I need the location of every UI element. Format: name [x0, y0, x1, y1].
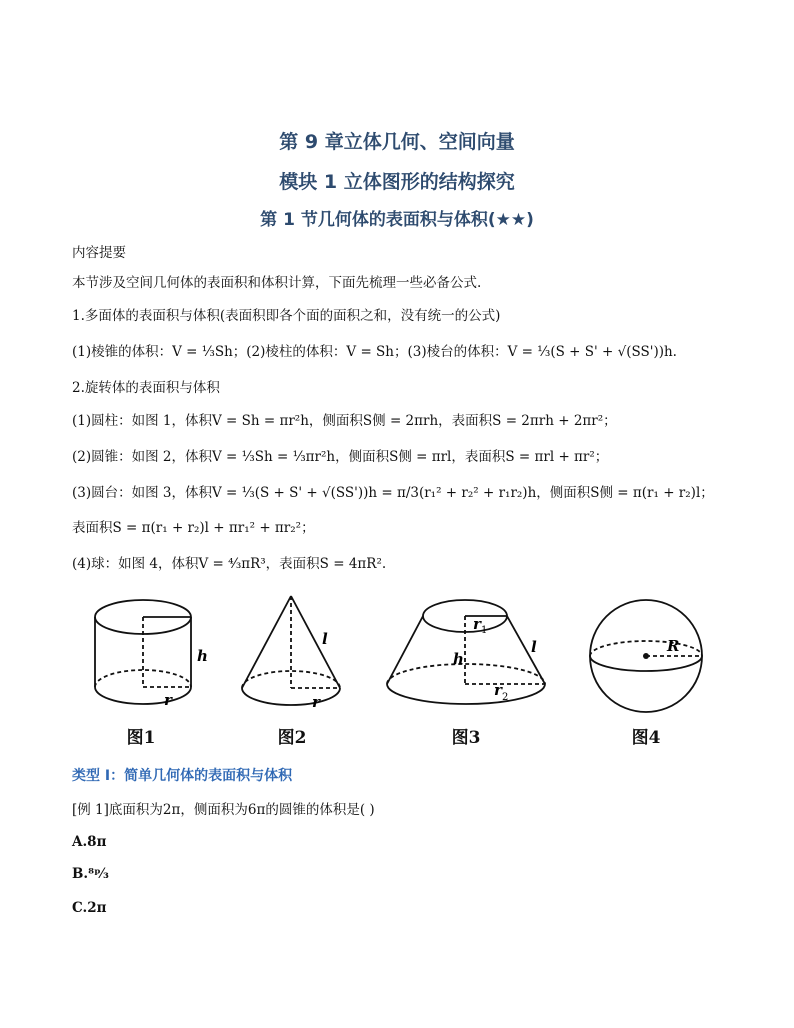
frustum-bottom-radius-label: r [494, 681, 502, 699]
sphere-radius-label: R [667, 637, 680, 655]
frustum-formula: (3)圆台：如图 3，体积V = ⅓(S + S' + √(SS'))h = π/3(r₁² + r₂² + r₁r₂)h，侧面积S侧 = π(r₁ + r₂)l； [72, 485, 714, 501]
figure-4-caption: 图4 [631, 728, 661, 748]
frustum-bottom-radius-subscript: 2 [502, 692, 509, 703]
cylinder-formula: (1)圆柱：如图 1，体积V = Sh = πr²h，侧面积S侧 = 2πrh，表面积S = 2πrh + 2πr²； [72, 413, 617, 429]
frustum-slant-label: l [531, 638, 537, 656]
summary-heading: 内容提要 [72, 245, 126, 261]
cylinder-height-label: h [197, 647, 208, 665]
module-title: 模块 1 立体图形的结构探究 [279, 171, 515, 193]
frustum-height-label: h [453, 650, 464, 668]
option-b: B.⁸ᵖ⁄₃ [72, 866, 109, 882]
frustum-top-radius-label: r [473, 615, 481, 633]
option-c: C.2π [72, 900, 107, 916]
figure-2-caption: 图2 [277, 728, 307, 748]
solid-of-revolution-heading: 2.旋转体的表面积与体积 [72, 380, 220, 396]
example-1-question: [例 1]底面积为2π，侧面积为6π的圆锥的体积是( ) [72, 802, 375, 818]
intro-text: 本节涉及空间几何体的表面积和体积计算，下面先梳理一些必备公式. [72, 275, 482, 291]
cone-radius-label: r [312, 693, 320, 711]
cylinder-figure [88, 595, 218, 715]
frustum-surface-formula: 表面积S = π(r₁ + r₂)l + πr₁² + πr₂²； [72, 520, 315, 536]
cylinder-radius-label: r [164, 691, 172, 709]
figure-1-caption: 图1 [126, 728, 156, 748]
sphere-formula: (4)球：如图 4，体积V = ⁴⁄₃πR³，表面积S = 4πR². [72, 556, 387, 572]
option-a: A.8π [72, 834, 107, 850]
section-title: 第 1 节几何体的表面积与体积(★★) [260, 210, 534, 230]
figure-3-caption: 图3 [451, 728, 481, 748]
frustum-top-radius-subscript: 1 [481, 625, 488, 636]
chapter-title: 第 9 章立体几何、空间向量 [279, 131, 515, 153]
polyhedron-heading: 1.多面体的表面积与体积(表面积即各个面的面积之和，没有统一的公式) [72, 308, 501, 324]
polyhedron-formulas: (1)棱锥的体积：V = ⅓Sh；(2)棱柱的体积：V = Sh；(3)棱台的体积：V = ⅓(S + S' + √(SS'))h. [72, 344, 677, 360]
cone-formula: (2)圆锥：如图 2，体积V = ⅓Sh = ⅓πr²h，侧面积S侧 = πrl，表面积S = πrl + πr²； [72, 449, 609, 465]
cone-slant-label: l [322, 630, 328, 648]
frustum-figure [383, 596, 553, 712]
cone-figure [236, 592, 356, 714]
sphere-figure [587, 598, 709, 720]
type-1-heading: 类型 I：简单几何体的表面积与体积 [72, 768, 293, 784]
